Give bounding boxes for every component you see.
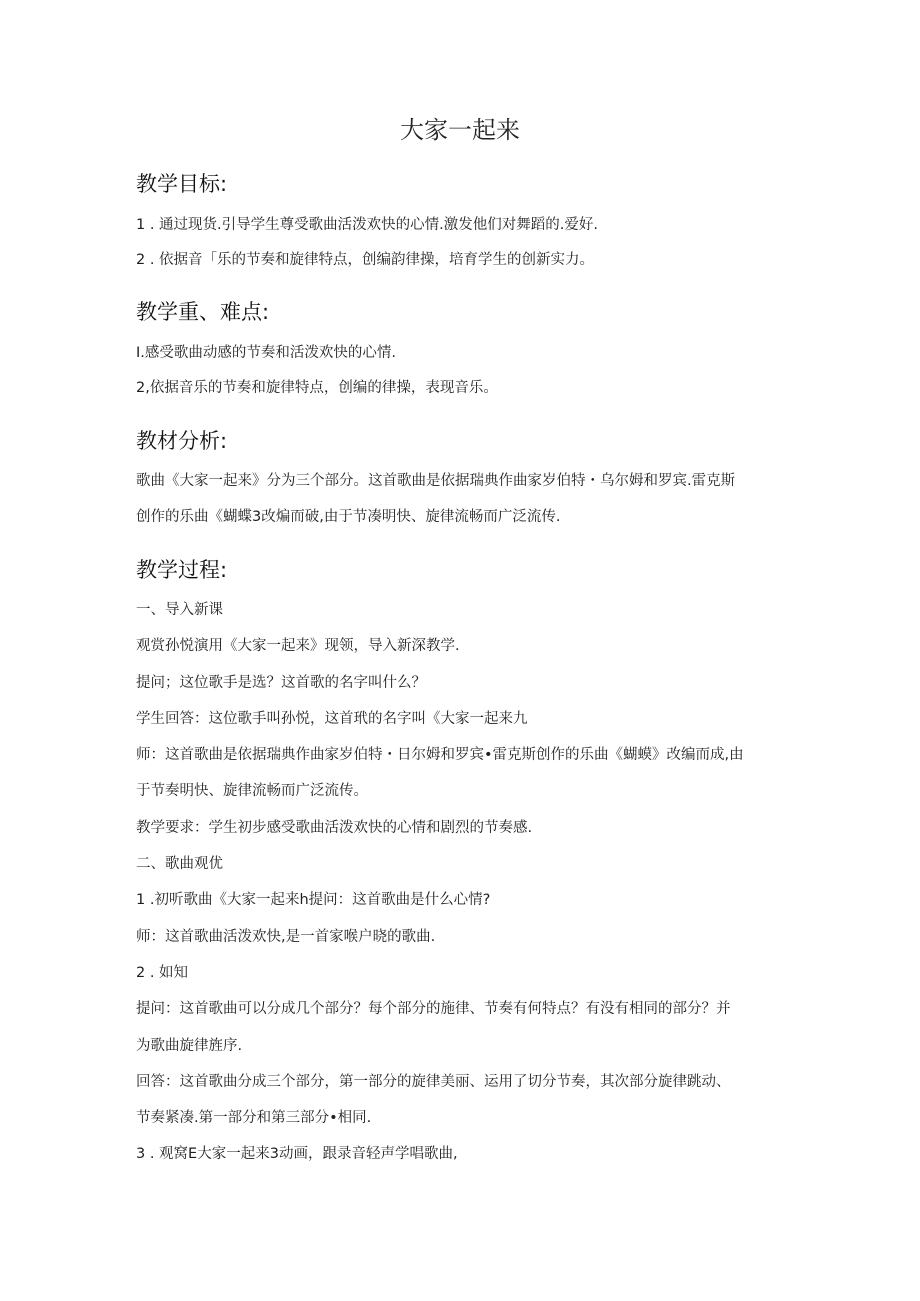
process-line: 师：这首歌曲是依据瑞典作曲家岁伯特・日尔姆和罗宾•雷克斯创作的乐曲《蝴蟆》改编而成,由: [136, 747, 744, 763]
process-line: 观赏孙悦演用《大家一起来》现领，导入新深教学.: [136, 638, 460, 654]
document-title: 大家一起来: [400, 116, 520, 144]
analysis-line: 创作的乐曲《蝴蝶3改煸而破,由于节凑明快、旋律流畅而广泛流传.: [136, 509, 561, 525]
process-line: 2 . 如知: [136, 965, 189, 981]
objectives-heading: 教学目标:: [136, 172, 228, 196]
process-line: 学生回答：这位歌手叫孙悦，这首玳的名字叫《大家一起来九: [136, 711, 528, 727]
process-line: 提问；这位歌手是选？这首歌的名字叫什么？: [136, 675, 426, 691]
objective-item: 1 . 通过现货.引导学生尊受歌曲活泼欢快的心情.激发他们对舞蹈的.爱好.: [136, 217, 598, 233]
process-line: 1 .初听歌曲《大家一起来h提问：这首歌曲是什么心情?: [136, 892, 491, 908]
process-line: 3 . 观窝E大家一起来3动画，跟录音轻声学唱歌曲,: [136, 1146, 458, 1162]
objective-item: 2 . 依据音「乐的节奏和旋律特点，创编韵律操，培育学生的创新实力。: [136, 252, 595, 268]
process-line: 二、歌曲观优: [136, 856, 223, 872]
analysis-heading: 教材分析:: [136, 429, 228, 453]
process-line: 回答：这首歌曲分成三个部分，第一部分的旋律美丽、运用了切分节奏，其次部分旋律跳动、: [136, 1074, 731, 1090]
process-line: 为歌曲旋律旌序.: [136, 1038, 243, 1054]
process-line: 于节奏明快、旋律流畅而广泛流传。: [136, 783, 368, 799]
process-line: 一、导入新课: [136, 602, 223, 618]
process-line: 提问：这首歌曲可以分成几个部分？每个部分的施律、节奏有何特点？有没有相同的部分？并: [136, 1001, 731, 1017]
analysis-line: 歌曲《大家一起来》分为三个部分。这首歌曲是依据瑞典作曲家岁伯特・乌尔姆和罗宾.雷克斯: [136, 473, 736, 489]
process-heading: 教学过程:: [136, 558, 228, 582]
process-line: 师：这首歌曲活泼欢快,是一首家喉户晓的歌曲.: [136, 929, 436, 945]
key-point-item: I.感受歌曲动感的节奏和活泼欢快的心情.: [136, 345, 396, 361]
key-points-heading: 教学重、难点:: [136, 300, 270, 324]
process-line: 节奏紧凑.第一部分和第三部分•相同.: [136, 1110, 372, 1126]
key-point-item: 2,依据音乐的节奏和旋律特点，创编的律操，表现音乐。: [136, 380, 498, 396]
process-line: 教学要求：学生初步感受歌曲活泼欢快的心情和剧烈的节奏感.: [136, 820, 533, 836]
